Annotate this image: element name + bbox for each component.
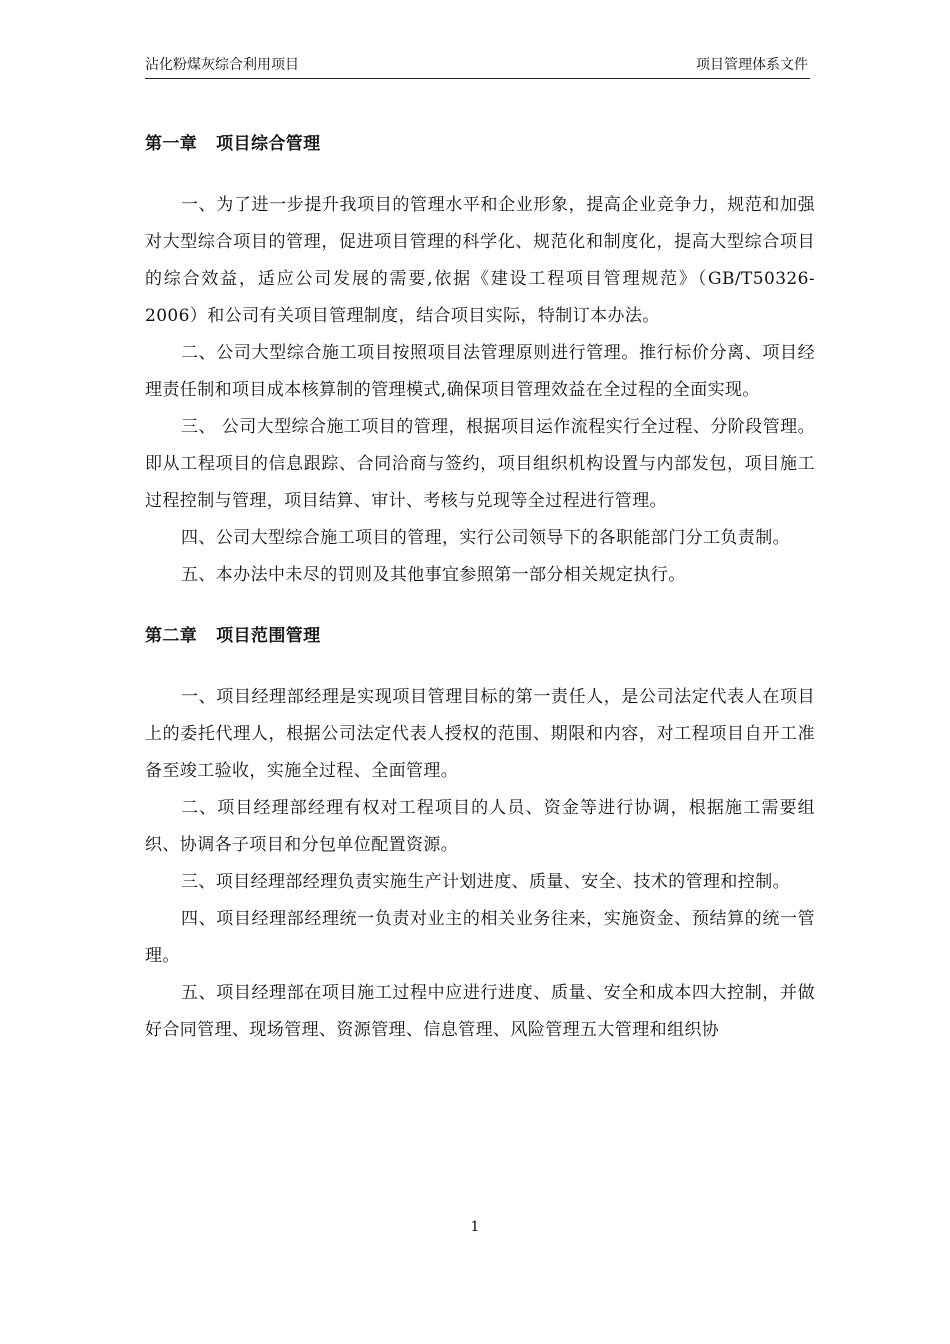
chapter-2-paragraph-5: 五、项目经理部在项目施工过程中应进行进度、质量、安全和成本四大控制，并做好合同管理、现场管理、资源管理、信息管理、风险管理五大管理和组织协	[145, 983, 815, 1040]
chapter-1-paragraph-3: 三、 公司大型综合施工项目的管理，根据项目运作流程实行全过程、分阶段管理。即从工程项目的信息跟踪、合同洽商与签约，项目组织机构设置与内部发包，项目施工过程控制与管理，项目结算、审计、考核与兑现等全过程进行管理。	[145, 417, 815, 511]
page-header	[145, 56, 810, 79]
page-number: 1	[470, 1219, 480, 1235]
chapter-1-paragraph-5: 五、本办法中未尽的罚则及其他事宜参照第一部分相关规定执行。	[181, 565, 686, 585]
spacer	[145, 163, 815, 187]
header-project-name: 沾化粉煤灰综合利用项目	[145, 57, 299, 73]
chapter-1-title: 第一章 项目综合管理	[145, 134, 321, 154]
chapter-2-paragraph-4: 四、项目经理部经理统一负责对业主的相关业务往来，实施资金、预结算的统一管理。	[145, 909, 815, 966]
document-body	[145, 126, 815, 1049]
chapter-2-paragraph-3: 三、项目经理部经理负责实施生产计划进度、质量、安全、技术的管理和控制。	[181, 872, 790, 892]
chapter-2-paragraph-2: 二、项目经理部经理有权对工程项目的人员、资金等进行协调，根据施工需要组织、协调各子项目和分包单位配置资源。	[145, 798, 815, 855]
chapter-1-paragraph-1: 一、为了进一步提升我项目的管理水平和企业形象，提高企业竞争力，规范和加强对大型综合项目的管理，促进项目管理的科学化、规范化和制度化，提高大型综合项目的综合效益，适应公司发展的需要,依据《建设工程项目管理规范》（GB/T50326-2006）和公司有关项目管理制度，结合项目实际，特制订本办法。	[145, 195, 815, 326]
spacer	[145, 594, 815, 618]
chapter-1-paragraph-4: 四、公司大型综合施工项目的管理，实行公司领导下的各职能部门分工负责制。	[181, 528, 790, 548]
chapter-2-paragraph-1: 一、项目经理部经理是实现项目管理目标的第一责任人，是公司法定代表人在项目上的委托代理人，根据公司法定代表人授权的范围、期限和内容，对工程项目自开工准备至竣工验收，实施全过程、全面管理。	[145, 687, 815, 781]
spacer	[145, 655, 815, 679]
header-document-type: 项目管理体系文件	[696, 57, 808, 73]
chapter-2-title: 第二章 项目范围管理	[145, 626, 321, 646]
chapter-1-paragraph-2: 二、公司大型综合施工项目按照项目法管理原则进行管理。推行标价分离、项目经理责任制和项目成本核算制的管理模式,确保项目管理效益在全过程的全面实现。	[145, 343, 815, 400]
